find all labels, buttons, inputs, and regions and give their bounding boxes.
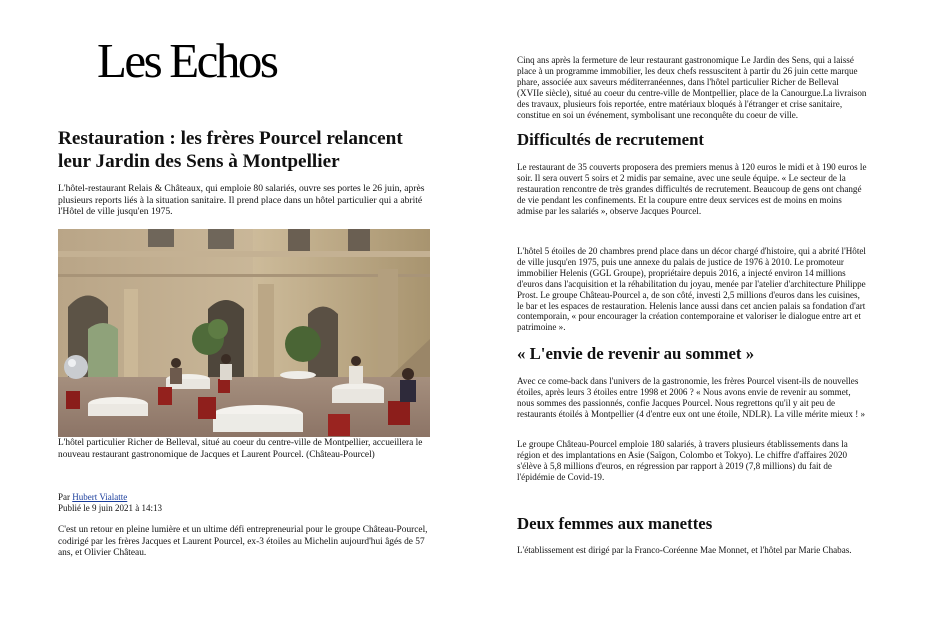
paragraph-2: Le restaurant de 35 couverts proposera des premiers menus à 120 euros le midi et à 190 euros le soir. Il sera ouvert 5 soirs et 2 midis par semaine, avec une seule équipe. « Le secteur de la restauration rencontre de très grandes difficultés de recrutement. Beaucoup de gens ont changé de vie pendant les confinements. Et la coupure entre deux services est de moins en moins admise par les salariés », observe Jacques Pourcel. (517, 162, 867, 216)
paragraph-1: Cinq ans après la fermeture de leur restaurant gastronomique Le Jardin des Sens, qui a laissé place à un programme immobilier, les deux chefs ressuscitent à partir du 26 juin cette marque phare, associée aux saveurs méditerranéennes, dans l'hôtel particulier Richer de Belleval (XVIIe siècle), situé au coeur du centre-ville de Montpellier, place de la Canourgue.La livraison des travaux, plusieurs fois reportée, entre matériaux bloqués à l'étranger et crise sanitaire, constitue en soi un événement, symbolisant une reconquête du coeur de ville. (517, 55, 867, 120)
section-heading-sommet: « L'envie de revenir au sommet » (517, 344, 755, 363)
article-title: Restauration : les frères Pourcel relancent leur Jardin des Sens à Montpellier (58, 128, 403, 172)
byline-prefix: Par (58, 492, 73, 502)
article-photo (58, 229, 430, 437)
paragraph-3: L'hôtel 5 étoiles de 20 chambres prend place dans un décor chargé d'histoire, qui a abrité l'Hôtel de ville jusqu'en 1975, puis une annexe du palais de justice de 1976 à 2010. Le promoteur immobilier Helenis (GGL Groupe), propriétaire depuis 2016, a injecté environ 14 millions d'euros dans l'acquisition et la réhabilitation du joyau, menée par l'atelier d'architecture Philippe Prost. Le groupe Château-Pourcel a, de son côté, investi 2,5 millions d'euros dans les cuisines, le bar et les espaces de restauration. Helenis lance aussi dans cet ancien palais sa fondation d'art contemporain, « pour encourager la création contemporaine et valoriser le dialogue entre art et patrimoine ». (517, 246, 866, 333)
les-echos-logo[interactable] (97, 33, 277, 88)
paragraph-6: L'établissement est dirigé par la Franco-Coréenne Mae Monnet, et l'hôtel par Marie Chabas. (517, 545, 852, 555)
publication-date: Publié le 9 juin 2021 à 14:13 (58, 503, 162, 513)
section-heading-recrutement: Difficultés de recrutement (517, 130, 705, 149)
paragraph-5: Le groupe Château-Pourcel emploie 180 salariés, à travers plusieurs établissements dans la région et des implantations en Asie (Saïgon, Colombo et Tokyo). Le chiffre d'affaires 2020 s'élève à 5,8 millions d'euros, en régression par rapport à 2019 (7,8 millions) du fait de l'épidémie de Covid-19. (517, 439, 848, 482)
section-heading-femmes: Deux femmes aux manettes (517, 514, 713, 533)
logo-les: Les (97, 33, 161, 88)
photo-caption: L'hôtel particulier Richer de Belleval, situé au coeur du centre-ville de Montpellier, accueillera le nouveau restaurant gastronomique de Jacques et Laurent Pourcel. (Château-Pourcel) (58, 438, 423, 460)
paragraph-4: Avec ce come-back dans l'univers de la gastronomie, les frères Pourcel visent-ils de nouvelles étoiles, après leurs 3 étoiles entre 1998 et 2006 ? « Nous avons envie de revenir au sommet, nous sommes des passionnés, confie Jacques Pourcel. Nous regrettons qu'il y ait peu de restaurants étoilés à Montpellier (4 d'entre eux ont une étoile, NDLR). La ville mérite mieux ! » (517, 376, 866, 419)
byline (58, 492, 127, 504)
article-intro-paragraph: C'est un retour en pleine lumière et un ultime défi entrepreneurial pour le groupe Château-Pourcel, codirigé par les frères Jacques et Laurent Pourcel, ex-3 étoiles au Michelin aujourd'hui âgés de 57 ans, et Olivier Château. (58, 525, 428, 559)
article-lead: L'hôtel-restaurant Relais & Châteaux, qui emploie 80 salariés, ouvre ses portes le 26 juin, après plusieurs reports liés à la situation sanitaire. Il prend place dans un hôtel particulier qui a abrité l'Hôtel de ville jusqu'en 1975. (58, 183, 425, 218)
author-link[interactable]: Hubert Vialatte (72, 492, 128, 502)
logo-echos: Echos (169, 33, 277, 88)
